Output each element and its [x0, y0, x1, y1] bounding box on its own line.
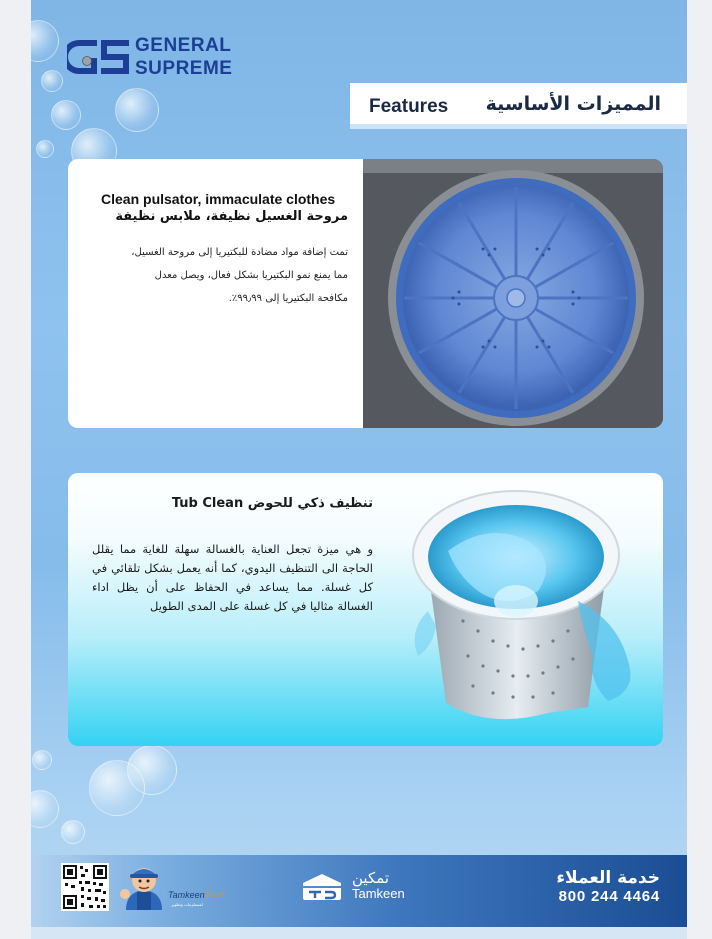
bubble-decoration	[61, 820, 85, 844]
tamkeen-tech-tagline: لمستلزمات وتطوير	[171, 902, 203, 907]
features-title-en: Features	[369, 96, 449, 117]
features-title-ar: المميزات الأساسية	[485, 93, 661, 115]
technician-mascot-icon	[118, 858, 170, 912]
pulsator-image	[363, 159, 663, 428]
bubble-decoration	[41, 70, 63, 92]
bubble-decoration	[115, 88, 159, 132]
tub-clean-image	[388, 481, 658, 743]
customer-service-label: خدمة العملاء	[556, 868, 660, 888]
bubble-decoration	[51, 100, 81, 130]
tamkeen-name-en: Tamkeen	[352, 886, 405, 901]
gs-logo-icon	[67, 36, 131, 78]
bubble-decoration	[31, 790, 59, 828]
tamkeen-tech-logo	[168, 890, 224, 900]
tamkeen-tech-name: Tamkeen	[168, 890, 205, 900]
tamkeen-name-ar: تمكين	[352, 869, 390, 887]
description-line: تمت إضافة مواد مضادة للبكتيريا إلى مروحة الغسيل،	[131, 247, 348, 258]
feature-card-tub-clean	[68, 473, 663, 746]
feature-description	[101, 241, 348, 310]
tamkeen-logo-icon	[301, 872, 343, 902]
feature-card-pulsator	[68, 159, 663, 428]
customer-service-number[interactable]: 800 244 4464	[558, 888, 660, 905]
description-line: مما يمنع نمو البكتيريا بشكل فعال، ويصل معدل	[154, 270, 348, 281]
feature-description: و هي ميزة تجعل العناية بالغسالة سهلة للغاية مما يقلل الحاجة الى التنظيف اليدوي، كما أنه يعمل بشكل تلقائي في كل غسلة. مما يساعد في الحفاظ على أن يظل اداء الغسالة مثاليا في كل غسلة على المدى الطويل	[92, 542, 373, 613]
brand-name-line2: SUPREME	[135, 58, 233, 79]
bubble-decoration	[36, 140, 54, 158]
bottom-strip	[31, 927, 687, 939]
footer-bar	[31, 855, 687, 927]
bubble-decoration	[127, 745, 177, 795]
brochure-page	[31, 0, 687, 939]
feature-title: تنظيف ذكي للحوض Tub Clean	[171, 496, 373, 511]
brand-name-line1: GENERAL	[135, 35, 232, 56]
feature-title-ar: مروحة الغسيل نظيفة، ملابس نظيفة	[115, 209, 348, 224]
feature-title-en: Clean pulsator, immaculate clothes	[101, 191, 336, 207]
qr-code-icon[interactable]	[61, 863, 109, 911]
brand-logo	[67, 36, 247, 82]
bubble-decoration	[31, 20, 59, 62]
bubble-decoration	[32, 750, 52, 770]
features-header	[350, 83, 687, 129]
description-line: مكافحة البكتيريا إلى ٩٩٫٩٩٪.	[228, 293, 348, 304]
tamkeen-tech-suffix: Tech	[204, 890, 224, 900]
